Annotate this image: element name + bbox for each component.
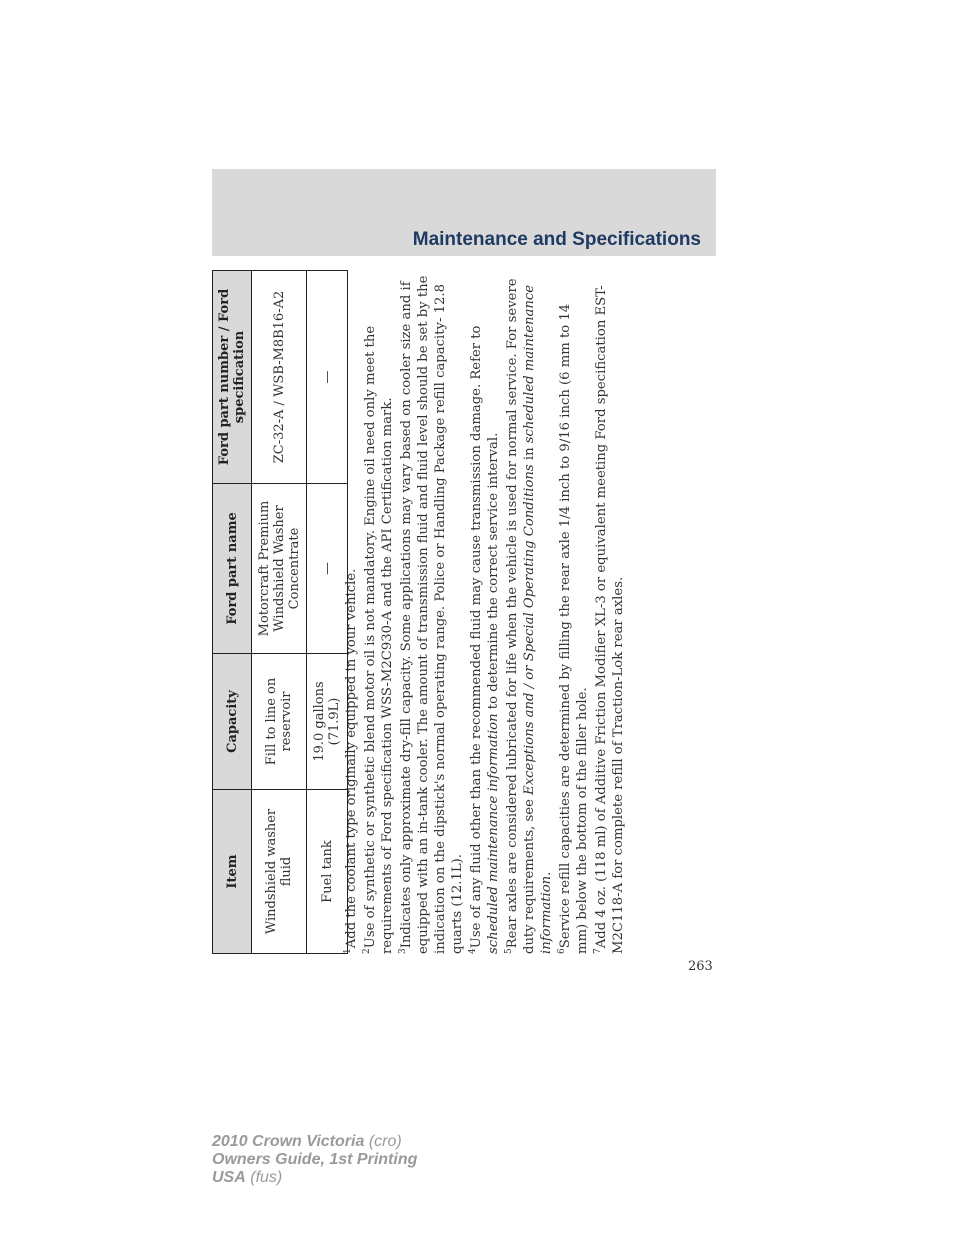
footnote-6: $^6$Service refill capacities are determined by filling the rear axle 1/4 inch to 9/16 inch (6 mm to 14 mm) below the bottom of the filler hole. xyxy=(557,303,590,954)
footnote-5: $^5$Rear axles are considered lubricated for life when the vehicle is used for normal service. For severe duty requirements, see Exceptions and / or Special Operating Conditions in scheduled maintenance information. xyxy=(504,278,554,954)
table-row xyxy=(252,271,307,954)
cell-part-name: Motorcraft Premium Windshield Washer Concentrate xyxy=(252,484,307,654)
footnote-4: $^4$Use of any fluid other than the recommended fluid may cause transmission damage. Refer to scheduled maintenance information to determine the correct service interval. xyxy=(468,325,501,954)
document-footer xyxy=(212,1133,417,1187)
specification-table xyxy=(212,270,348,954)
cell-part-name: — xyxy=(307,484,348,654)
footer-line-2: Owners Guide, 1st Printing xyxy=(212,1151,418,1168)
cell-capacity: Fill to line on reservoir xyxy=(252,654,307,790)
cell-item: Fuel tank xyxy=(307,790,348,954)
footer-line-1: 2010 Crown Victoria (cro) xyxy=(212,1133,402,1150)
footnotes xyxy=(343,271,629,954)
table-header-row xyxy=(213,271,252,954)
footnote-7: $^7$Add 4 oz. (118 ml) of Additive Friction Modifier XL-3 or equivalent meeting Ford specification EST-M2C118-A for complete refill of Traction-Lok rear axles. xyxy=(593,285,626,954)
footnote-1: $^1$Add the coolant type originally equipped in your vehicle. xyxy=(343,568,359,954)
cell-item: Windshield washer fluid xyxy=(252,790,307,954)
footnote-3: $^3$Indicates only approximate dry-fill capacity. Some applications may vary based on cooler size and if equipped with an in-tank cooler. The amount of transmission fluid and fluid level should be set by the indication on the dipstick's normal operating range. Police or Handling Package refill capacity- 12.8 quarts (12.1L). xyxy=(398,275,465,954)
rotated-content xyxy=(212,271,644,954)
table-row xyxy=(307,271,348,954)
header-part-name: Ford part name xyxy=(213,484,252,654)
header-capacity: Capacity xyxy=(213,654,252,790)
page-number: 263 xyxy=(688,959,713,974)
cell-part-number: — xyxy=(307,271,348,484)
header-part-number: Ford part number / Ford specification xyxy=(213,271,252,484)
header-item: Item xyxy=(213,790,252,954)
footer-line-3: USA (fus) xyxy=(212,1169,283,1186)
section-header-band xyxy=(212,169,716,256)
cell-capacity: 19.0 gallons (71.9L) xyxy=(307,654,348,790)
section-title: Maintenance and Specifications xyxy=(412,229,701,250)
footnote-2: $^2$Use of synthetic or synthetic blend motor oil is not mandatory. Engine oil need only meet the requirements of Ford specification WSS-M2C930-A and the API Certification mark. xyxy=(362,325,395,954)
cell-part-number: ZC-32-A / WSB-M8B16-A2 xyxy=(252,271,307,484)
